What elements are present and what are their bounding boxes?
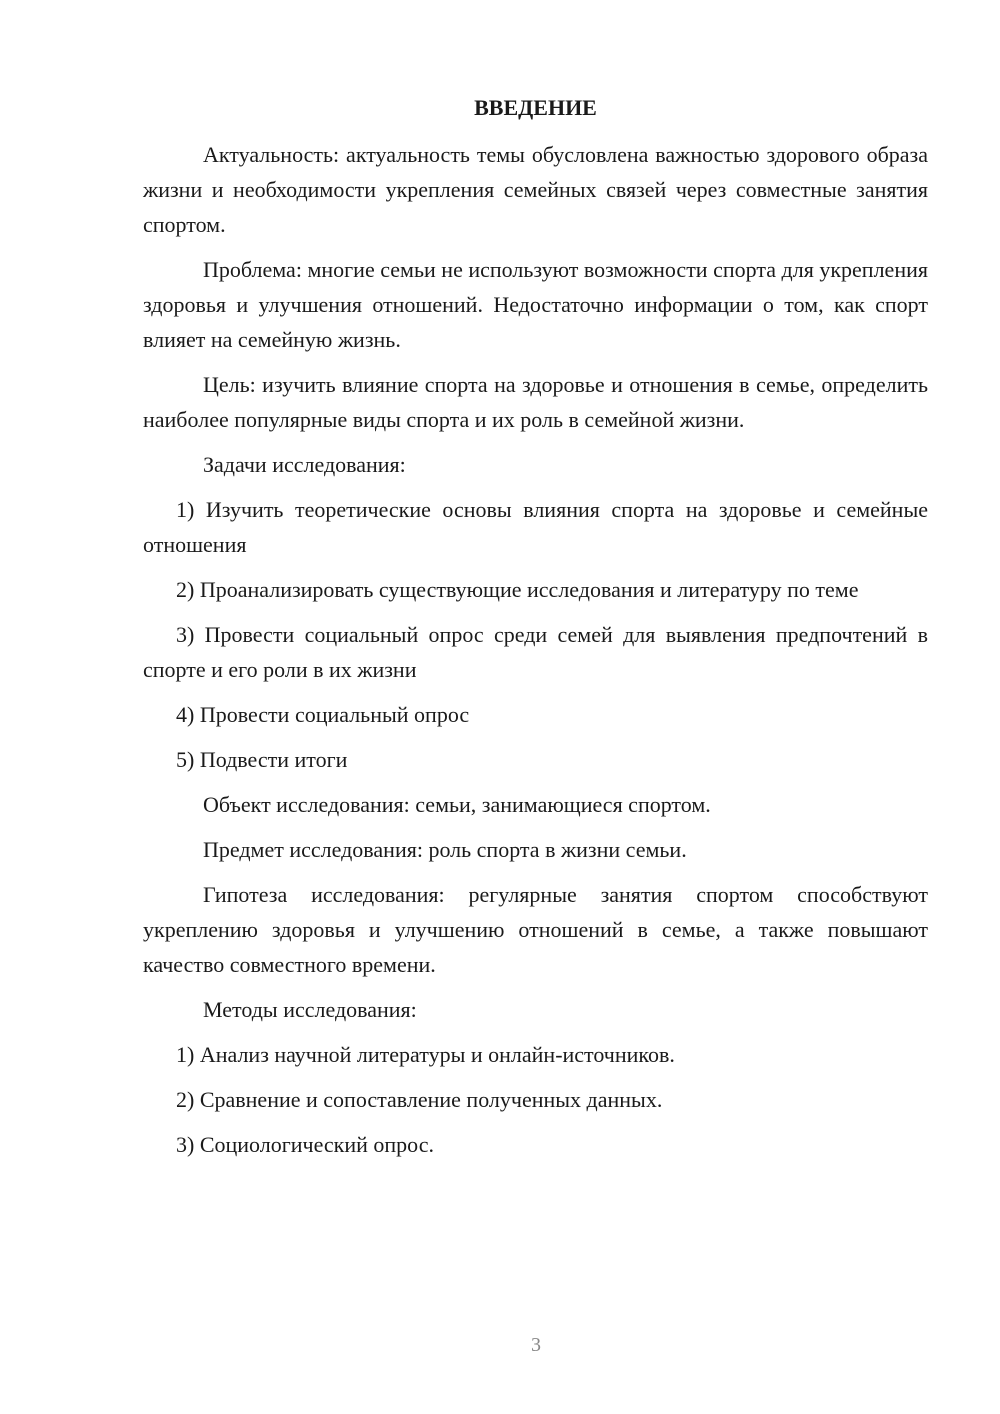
task-item-5: 5) Подвести итоги (176, 747, 348, 773)
relevance-paragraph: Актуальность: актуальность темы обусловлена важностью здорового образа жизни и необходимости укрепления семейных связей через совместные занятия спортом. (143, 142, 928, 238)
task-item-3: 3) Провести социальный опрос среди семей для выявления предпочтений в спорте и его роли в их жизни (143, 622, 928, 683)
object-paragraph: Объект исследования: семьи, занимающиеся спортом. (203, 792, 711, 818)
task-item-2: 2) Проанализировать существующие исследования и литературу по теме (176, 577, 859, 603)
goal-paragraph: Цель: изучить влияние спорта на здоровье и отношения в семье, определить наиболее популярные виды спорта и их роль в семейной жизни. (143, 372, 928, 433)
tasks-heading: Задачи исследования: (203, 452, 406, 478)
methods-heading: Методы исследования: (203, 997, 417, 1023)
hypothesis-paragraph: Гипотеза исследования: регулярные занятия спортом способствуют укреплению здоровья и улучшению отношений в семье, а также повышают качество совместного времени. (143, 882, 928, 978)
method-item-3: 3) Социологический опрос. (176, 1132, 434, 1158)
task-item-4: 4) Провести социальный опрос (176, 702, 470, 728)
problem-paragraph: Проблема: многие семьи не используют возможности спорта для укрепления здоровья и улучшения отношений. Недостаточно информации о том, как спорт влияет на семейную жизнь. (143, 257, 928, 353)
page-number: 3 (531, 1334, 541, 1356)
method-item-2: 2) Сравнение и сопоставление полученных данных. (176, 1087, 663, 1113)
subject-paragraph: Предмет исследования: роль спорта в жизни семьи. (203, 837, 687, 863)
method-item-1: 1) Анализ научной литературы и онлайн-источников. (176, 1042, 675, 1068)
page-title: ВВЕДЕНИЕ (474, 95, 597, 120)
page-content (143, 95, 928, 1172)
task-item-1: 1) Изучить теоретические основы влияния спорта на здоровье и семейные отношения (143, 497, 928, 558)
